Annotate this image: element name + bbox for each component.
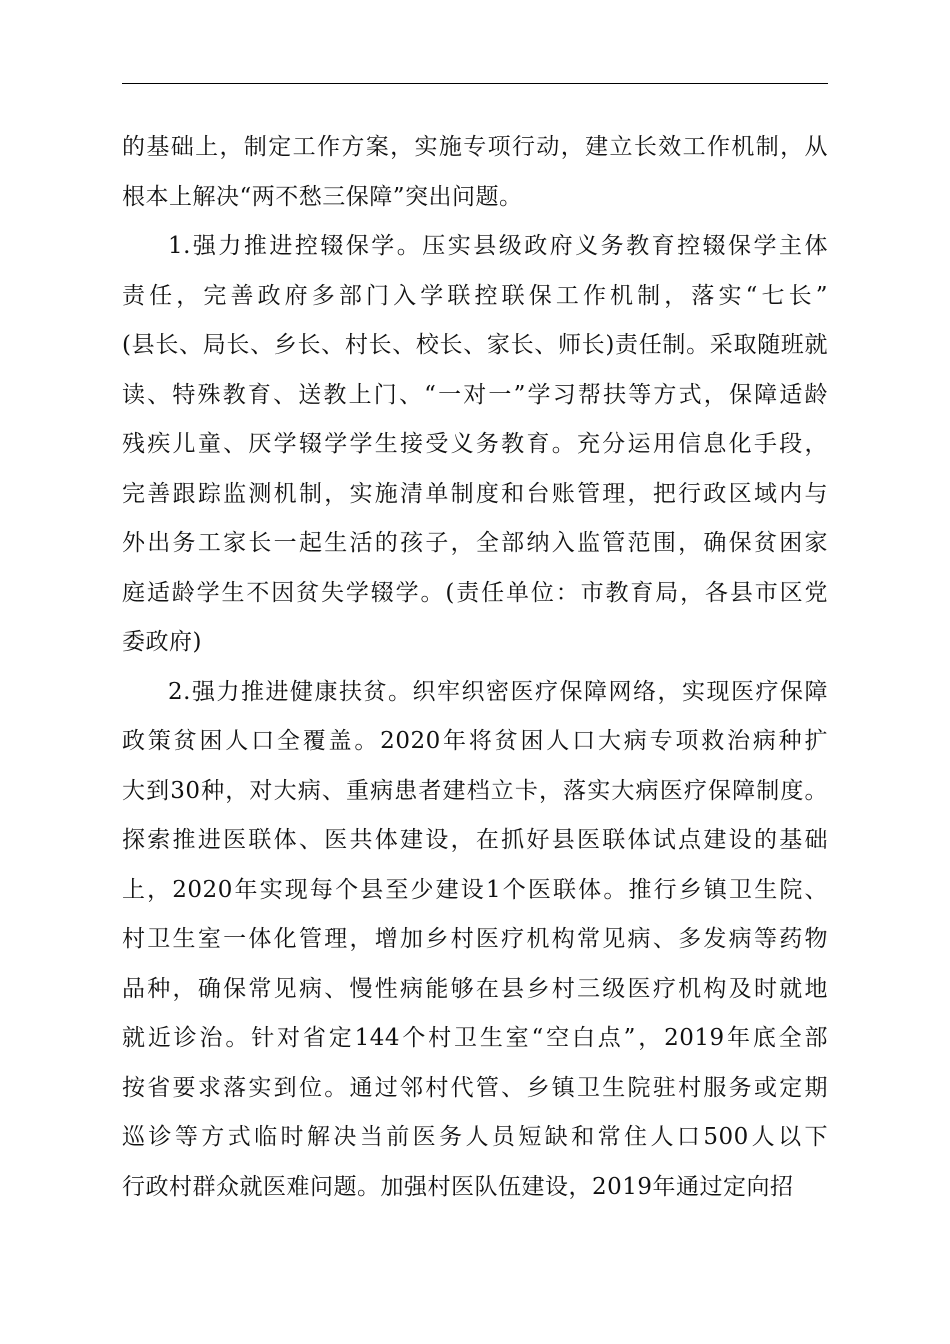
text-line: 庭适龄学生不因贫失学辍学。(责任单位：市教育局，各县市区党 — [122, 579, 828, 606]
text-line: 完善跟踪监测机制，实施清单制度和台账管理，把行政区域内与 — [122, 480, 828, 507]
text-line: 村卫生室一体化管理，增加乡村医疗机构常见病、多发病等药物 — [122, 926, 828, 952]
text-line: 1.强力推进控辍保学。压实县级政府义务教育控辍保学主体 — [168, 233, 828, 259]
text-line: 行政村群众就医难问题。加强村医队伍建设，2019年通过定向招 — [122, 1173, 794, 1200]
paragraph-item-1 — [122, 222, 828, 668]
text-line: 就近诊治。针对省定144个村卫生室“空白点”，2019年底全部 — [122, 1025, 828, 1051]
paragraph-intro-continuation — [122, 123, 828, 222]
text-line: 的基础上，制定工作方案，实施专项行动，建立长效工作机制，从 — [122, 134, 828, 160]
text-line: 政策贫困人口全覆盖。2020年将贫困人口大病专项救治病种扩 — [122, 728, 828, 754]
document-body — [122, 123, 828, 1212]
text-line: 责任，完善政府多部门入学联控联保工作机制，落实“七长” — [122, 282, 828, 309]
text-line: (县长、局长、乡长、村长、校长、家长、师长)责任制。采取随班就 — [122, 332, 828, 358]
text-line: 残疾儿童、厌学辍学学生接受义务教育。充分运用信息化手段， — [122, 431, 828, 457]
text-line: 2.强力推进健康扶贫。织牢织密医疗保障网络，实现医疗保障 — [168, 678, 828, 705]
text-line: 根本上解决“两不愁三保障”突出问题。 — [122, 183, 523, 210]
paragraph-item-2 — [122, 668, 828, 1213]
text-line: 大到30种，对大病、重病患者建档立卡，落实大病医疗保障制度。 — [122, 777, 828, 804]
text-line: 委政府) — [122, 629, 202, 655]
text-line: 探索推进医联体、医共体建设，在抓好县医联体试点建设的基础 — [122, 827, 828, 853]
text-line: 上，2020年实现每个县至少建设1个医联体。推行乡镇卫生院、 — [122, 876, 828, 903]
text-line: 按省要求落实到位。通过邻村代管、乡镇卫生院驻村服务或定期 — [122, 1074, 828, 1101]
text-line: 品种，确保常见病、慢性病能够在县乡村三级医疗机构及时就地 — [122, 975, 828, 1002]
text-line: 读、特殊教育、送教上门、“一对一”学习帮扶等方式，保障适龄 — [122, 381, 828, 408]
text-line: 外出务工家长一起生活的孩子，全部纳入监管范围，确保贫困家 — [122, 530, 828, 556]
header-rule — [122, 83, 828, 84]
text-line: 巡诊等方式临时解决当前医务人员短缺和常住人口500人以下 — [122, 1124, 828, 1150]
